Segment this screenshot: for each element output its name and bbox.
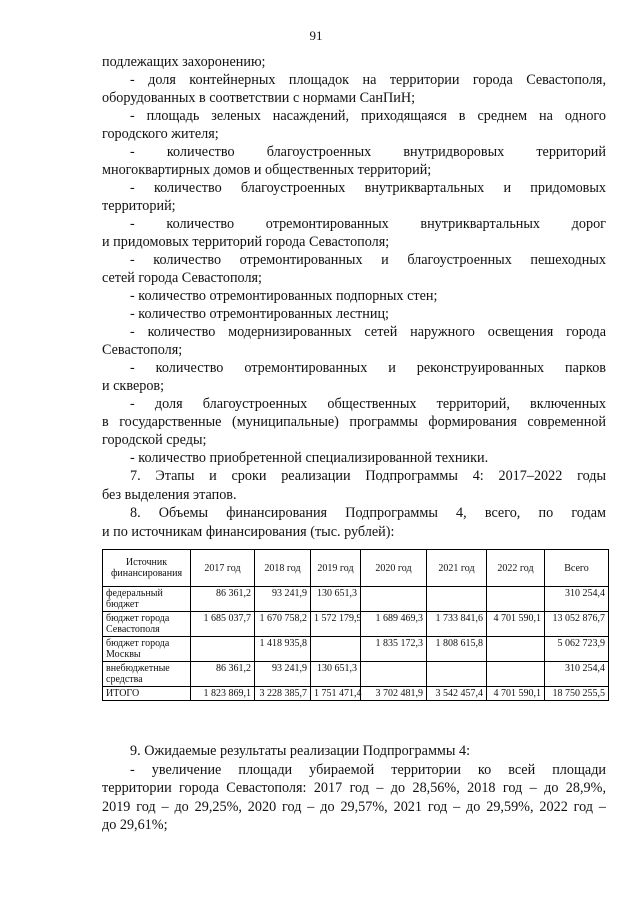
table-header-cell: Источник финансирования [103, 550, 191, 587]
table-row [103, 612, 609, 637]
text-line: в государственные (муниципальные) программы формирования современной [102, 414, 606, 430]
table-row [103, 587, 609, 612]
text-line: оборудованных в соответствии с нормами СанПиН; [102, 90, 416, 106]
text-line: 8. Объемы финансирования Подпрограммы 4, всего, по годам [130, 505, 606, 521]
table-cell: 5 062 723,9 [545, 637, 609, 662]
table-header-cell: 2018 год [255, 550, 311, 587]
text-line: - увеличение площади убираемой территории ко всей площади [130, 762, 606, 778]
table-cell [487, 587, 545, 612]
table-cell: 1 685 037,7 [191, 612, 255, 637]
text-line: подлежащих захоронению; [102, 54, 266, 70]
text-line: городского жителя; [102, 126, 219, 142]
table-cell: 4 701 590,1 [487, 687, 545, 701]
text-line: территории города Севастополя: 2017 год – до 28,56%, 2018 год – до 28,9%, [102, 780, 606, 796]
table-cell: 130 651,3 [311, 587, 361, 612]
text-line: без выделения этапов. [102, 487, 237, 503]
financing-table [102, 549, 609, 701]
text-line: Севастополя; [102, 342, 183, 358]
table-cell [487, 662, 545, 687]
table-cell: 1 418 935,8 [255, 637, 311, 662]
table-cell: 1 835 172,3 [361, 637, 427, 662]
table-cell: 310 254,4 [545, 662, 609, 687]
table-cell: ИТОГО [103, 687, 191, 701]
table-cell: 4 701 590,1 [487, 612, 545, 637]
text-line: - количество приобретенной специализированной техники. [130, 450, 489, 466]
table-cell: федеральный бюджет [103, 587, 191, 612]
table-cell: 310 254,4 [545, 587, 609, 612]
text-line: - доля контейнерных площадок на территории города Севастополя, [130, 72, 606, 88]
table-cell [487, 637, 545, 662]
text-line: - количество благоустроенных внутридворовых территорий [130, 144, 606, 160]
table-header-cell: Всего [545, 550, 609, 587]
table-cell: 3 228 385,7 [255, 687, 311, 701]
table-header-cell: 2017 год [191, 550, 255, 587]
text-line: - количество отремонтированных и благоустроенных пешеходных [130, 252, 606, 268]
table-cell: бюджет города Москвы [103, 637, 191, 662]
table-cell [427, 662, 487, 687]
text-line: - количество отремонтированных и реконструированных парков [130, 360, 606, 376]
text-line: - количество отремонтированных подпорных стен; [130, 288, 438, 304]
text-line: и придомовых территорий города Севастополя; [102, 234, 390, 250]
table-cell: 13 052 876,7 [545, 612, 609, 637]
text-line: 7. Этапы и сроки реализации Подпрограммы 4: 2017–2022 годы [130, 468, 606, 484]
table-cell: 1 823 869,1 [191, 687, 255, 701]
text-line: - количество отремонтированных внутриквартальных дорог [130, 216, 606, 232]
text-line: - количество модернизированных сетей наружного освещения города [130, 324, 606, 340]
table-cell: 86 361,2 [191, 587, 255, 612]
table-header-cell: 2022 год [487, 550, 545, 587]
text-line: городской среды; [102, 432, 207, 448]
table-cell: внебюджетные средства [103, 662, 191, 687]
table-cell [191, 637, 255, 662]
text-line: до 29,61%; [102, 817, 168, 833]
text-line: сетей города Севастополя; [102, 270, 262, 286]
text-line: и по источникам финансирования (тыс. рублей): [102, 524, 395, 540]
table-cell: 86 361,2 [191, 662, 255, 687]
table-cell: 1 751 471,4 [311, 687, 361, 701]
text-line: территорий; [102, 198, 176, 214]
table-total-row [103, 687, 609, 701]
table-cell [311, 637, 361, 662]
table-cell: 130 651,3 [311, 662, 361, 687]
text-line: и скверов; [102, 378, 165, 394]
page-number: 91 [309, 28, 323, 43]
table-cell [361, 662, 427, 687]
table-cell: 1 572 179,9 [311, 612, 361, 637]
table-cell: 18 750 255,5 [545, 687, 609, 701]
table-cell: бюджет города Севастополя [103, 612, 191, 637]
table-cell: 3 702 481,9 [361, 687, 427, 701]
table-cell: 1 670 758,2 [255, 612, 311, 637]
text-line: - доля благоустроенных общественных территорий, включенных [130, 396, 606, 412]
table-cell: 3 542 457,4 [427, 687, 487, 701]
table-header-row [103, 550, 609, 587]
table-cell: 93 241,9 [255, 587, 311, 612]
table-row [103, 637, 609, 662]
table-cell: 1 689 469,3 [361, 612, 427, 637]
table-row [103, 662, 609, 687]
text-line: многоквартирных домов и общественных территорий; [102, 162, 432, 178]
table-header-cell: 2020 год [361, 550, 427, 587]
table-header-cell: 2019 год [311, 550, 361, 587]
table-cell: 93 241,9 [255, 662, 311, 687]
table-cell: 1 808 615,8 [427, 637, 487, 662]
table-header-cell: 2021 год [427, 550, 487, 587]
text-line: 2019 год – до 29,25%, 2020 год – до 29,57%, 2021 год – до 29,59%, 2022 год – [102, 799, 606, 815]
table-cell: 1 733 841,6 [427, 612, 487, 637]
text-line: 9. Ожидаемые результаты реализации Подпрограммы 4: [130, 743, 471, 759]
text-line: - площадь зеленых насаждений, приходящаяся в среднем на одного [130, 108, 606, 124]
table-cell [427, 587, 487, 612]
table-cell [361, 587, 427, 612]
text-line: - количество отремонтированных лестниц; [130, 306, 389, 322]
text-line: - количество благоустроенных внутриквартальных и придомовых [130, 180, 606, 196]
